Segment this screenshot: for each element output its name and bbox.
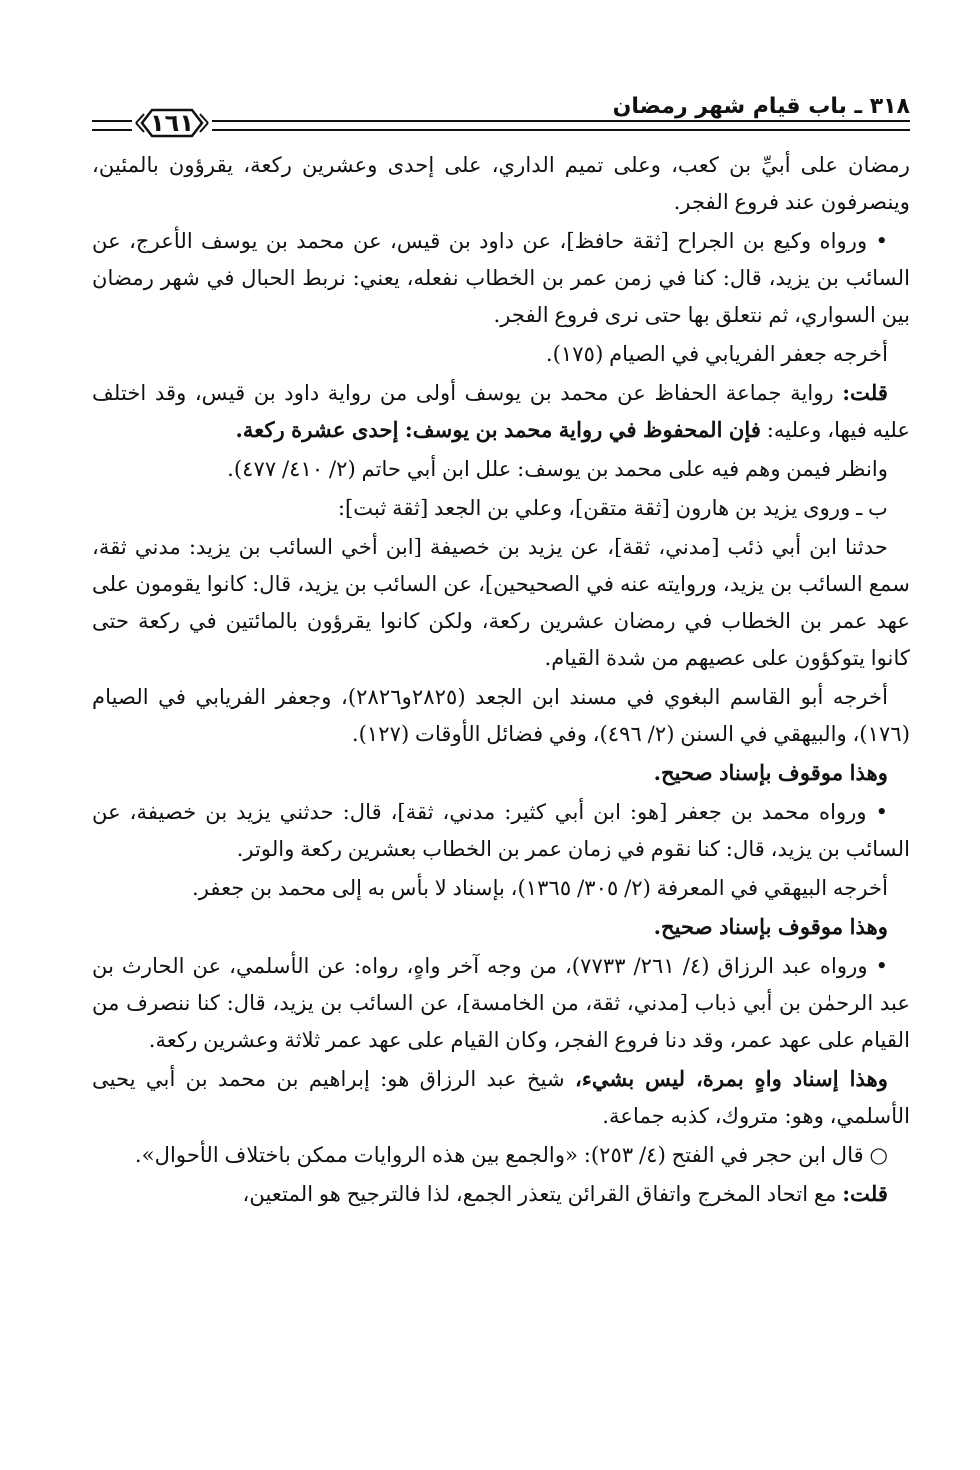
bold-tail: فإن المحفوظ في رواية محمد بن يوسف: إحدى عشرة ركعة. bbox=[235, 417, 762, 442]
paragraph bbox=[92, 908, 910, 945]
header-rule-left bbox=[92, 120, 132, 131]
page-number-ornament bbox=[132, 104, 212, 142]
paragraph-text: • ورواه محمد بن جعفر [هو: ابن أبي كثير: مدني، ثقة]، قال: حدثني يزيد بن خصيفة، عن السائب بن يزيد، قال: كنا نقوم في زمان عمر بن الخطاب بعشرين ركعة والوتر. bbox=[92, 799, 910, 861]
paragraph-text: حدثنا ابن أبي ذئب [مدني، ثقة]، عن يزيد بن خصيفة [ابن أخي السائب بن يزيد: مدني ثقة، سمع السائب بن يزيد، وروايته عنه في الصحيحين]، عن السائب بن يزيد، قال: كانوا يقومون على عهد عمر بن الخطاب في رمضان عشرين ركعة، ولكن كانوا يقرؤون بالمائتين في ركعة حتى كانوا يتوكؤون على عصيهم من شدة القيام. bbox=[92, 534, 910, 670]
bold-lead: وهذا إسناد واهٍ بمرة، ليس بشيء، bbox=[575, 1066, 888, 1091]
paragraph bbox=[92, 947, 910, 1058]
paragraph bbox=[92, 528, 910, 676]
header-rule bbox=[212, 120, 910, 131]
paragraph bbox=[92, 754, 910, 791]
paragraph bbox=[92, 869, 910, 906]
book-page bbox=[92, 80, 910, 1450]
bold-lead: قلت: bbox=[842, 1181, 888, 1206]
paragraph bbox=[92, 678, 910, 752]
paragraph bbox=[92, 1060, 910, 1134]
bold-lead: وهذا موقوف بإسناد صحيح. bbox=[653, 760, 888, 785]
paragraph-text: أخرجه جعفر الفريابي في الصيام (١٧٥). bbox=[545, 341, 888, 366]
paragraph-text: أخرجه البيهقي في المعرفة (٢/ ٣٠٥/ ١٣٦٥)، بإسناد لا بأس به إلى محمد بن جعفر. bbox=[191, 875, 888, 900]
paragraph-text: مع اتحاد المخرج واتفاق القرائن يتعذر الجمع، لذا فالترجيح هو المتعين، bbox=[242, 1181, 843, 1206]
paragraph-text: رمضان على أبيِّ بن كعب، وعلى تميم الداري، على إحدى وعشرين ركعة، يقرؤون بالمئين، وينصرفون عند فروع الفجر. bbox=[92, 152, 910, 214]
paragraph-text: ب ـ وروى يزيد بن هارون [ثقة متقن]، وعلي بن الجعد [ثقة ثبت]: bbox=[337, 495, 888, 520]
body-text bbox=[92, 146, 910, 1212]
paragraph-text: ○ قال ابن حجر في الفتح (٤/ ٢٥٣): «والجمع بين هذه الروايات ممكن باختلاف الأحوال». bbox=[134, 1142, 888, 1167]
paragraph bbox=[92, 335, 910, 372]
paragraph-text: وانظر فيمن وهم فيه على محمد بن يوسف: علل ابن أبي حاتم (٢/ ٤١٠/ ٤٧٧). bbox=[227, 456, 888, 481]
paragraph bbox=[92, 146, 910, 220]
paragraph-text: شيخ عبد الرزاق هو: إبراهيم بن محمد بن أبي يحيى الأسلمي، وهو: متروك، كذبه جماعة. bbox=[92, 1066, 910, 1128]
paragraph bbox=[92, 489, 910, 526]
paragraph-text: أخرجه أبو القاسم البغوي في مسند ابن الجعد (٢٨٢٥و٢٨٢٦)، وجعفر الفريابي في الصيام (١٧٦)، والبيهقي في السنن (٢/ ٤٩٦)، وفي فضائل الأوقات (١٢٧). bbox=[92, 684, 910, 746]
page-number: ١٦١ bbox=[150, 109, 194, 137]
paragraph bbox=[92, 1175, 910, 1212]
paragraph bbox=[92, 222, 910, 333]
bold-lead: قلت: bbox=[842, 380, 888, 405]
paragraph-text: • ورواه وكيع بن الجراح [ثقة حافظ]، عن داود بن قيس، عن محمد بن يوسف الأعرج، عن السائب بن يزيد، قال: كنا في زمن عمر بن الخطاب نفعله، يعني: نربط الحبال في شهر رمضان بين السواري، ثم نتعلق بها حتى نرى فروع الفجر. bbox=[92, 228, 910, 327]
paragraph bbox=[92, 450, 910, 487]
paragraph bbox=[92, 793, 910, 867]
page-header bbox=[92, 80, 910, 140]
paragraph-text: رواية جماعة الحفاظ عن محمد بن يوسف أولى من رواية داود بن قيس، وقد اختلف عليه فيها، وعليه: bbox=[92, 380, 910, 442]
paragraph-text: • ورواه عبد الرزاق (٤/ ٢٦١/ ٧٧٣٣)، من وجه آخر واهٍ، رواه: عن الأسلمي، عن الحارث بن عبد الرحمٰن بن أبي ذباب [مدني، ثقة، من الخامسة]، عن السائب بن يزيد، قال: كنا ننصرف من القيام على عهد عمر، وقد دنا فروع الفجر، وكان القيام على عهد عمر ثلاثة وعشرين ركعة. bbox=[92, 953, 910, 1052]
paragraph bbox=[92, 1136, 910, 1173]
chapter-title: ٣١٨ ـ باب قيام شهر رمضان bbox=[612, 94, 910, 119]
bold-lead: وهذا موقوف بإسناد صحيح. bbox=[653, 914, 888, 939]
paragraph bbox=[92, 374, 910, 448]
